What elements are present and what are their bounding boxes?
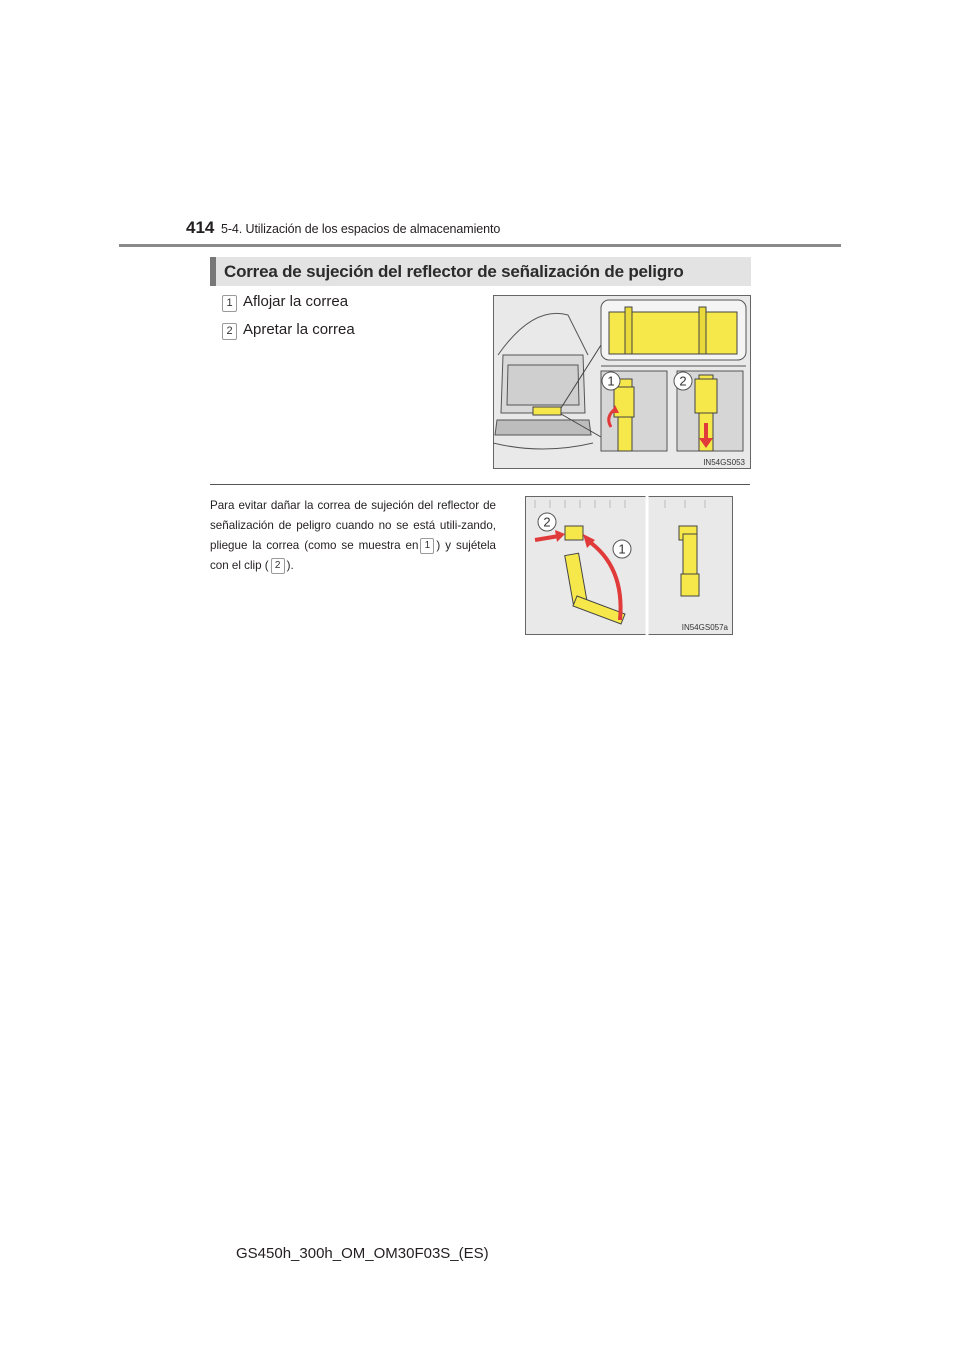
section-heading: Correa de sujeción del reflector de señalización de peligro <box>224 262 684 281</box>
section-title: 5-4. Utilización de los espacios de almacenamiento <box>221 222 501 236</box>
page-number: 414 <box>186 218 215 237</box>
figure-strap-adjust <box>493 295 751 469</box>
step-1-text: Aflojar la correa <box>243 293 349 310</box>
fig2-code: IN54GS057a <box>681 623 728 632</box>
section-divider <box>210 484 750 485</box>
fig2-callout-1: 1 <box>618 541 626 557</box>
paragraph-text-1: Para evitar dañar la correa de sujeción del reflector de señalización de peligro cuando no se está utili-zando, pliegue la correa (como se muestra en <box>210 499 496 552</box>
reflector-location <box>533 407 561 415</box>
step-2-number: 2 <box>222 323 237 340</box>
paragraph-ref-1: 1 <box>420 538 434 554</box>
fig1-code: IN54GS053 <box>703 458 745 467</box>
heading-accent <box>210 257 216 286</box>
fig2-callout-2: 2 <box>543 514 551 530</box>
step-1-number: 1 <box>222 295 237 312</box>
footer-doc-id: GS450h_300h_OM_OM30F03S_(ES) <box>236 1245 489 1262</box>
paragraph-text-3: ). <box>286 559 294 572</box>
fig1-callout-2: 2 <box>679 373 687 389</box>
fig1-callout-1: 1 <box>607 373 615 389</box>
instruction-paragraph <box>210 496 496 576</box>
figure-strap-fold <box>525 496 733 635</box>
header-rule <box>119 244 841 247</box>
step-2-text: Apretar la correa <box>243 321 355 338</box>
paragraph-text-2: ) y sujétela con el clip ( <box>210 539 496 572</box>
clip <box>565 526 583 540</box>
paragraph-ref-2: 2 <box>271 558 285 574</box>
